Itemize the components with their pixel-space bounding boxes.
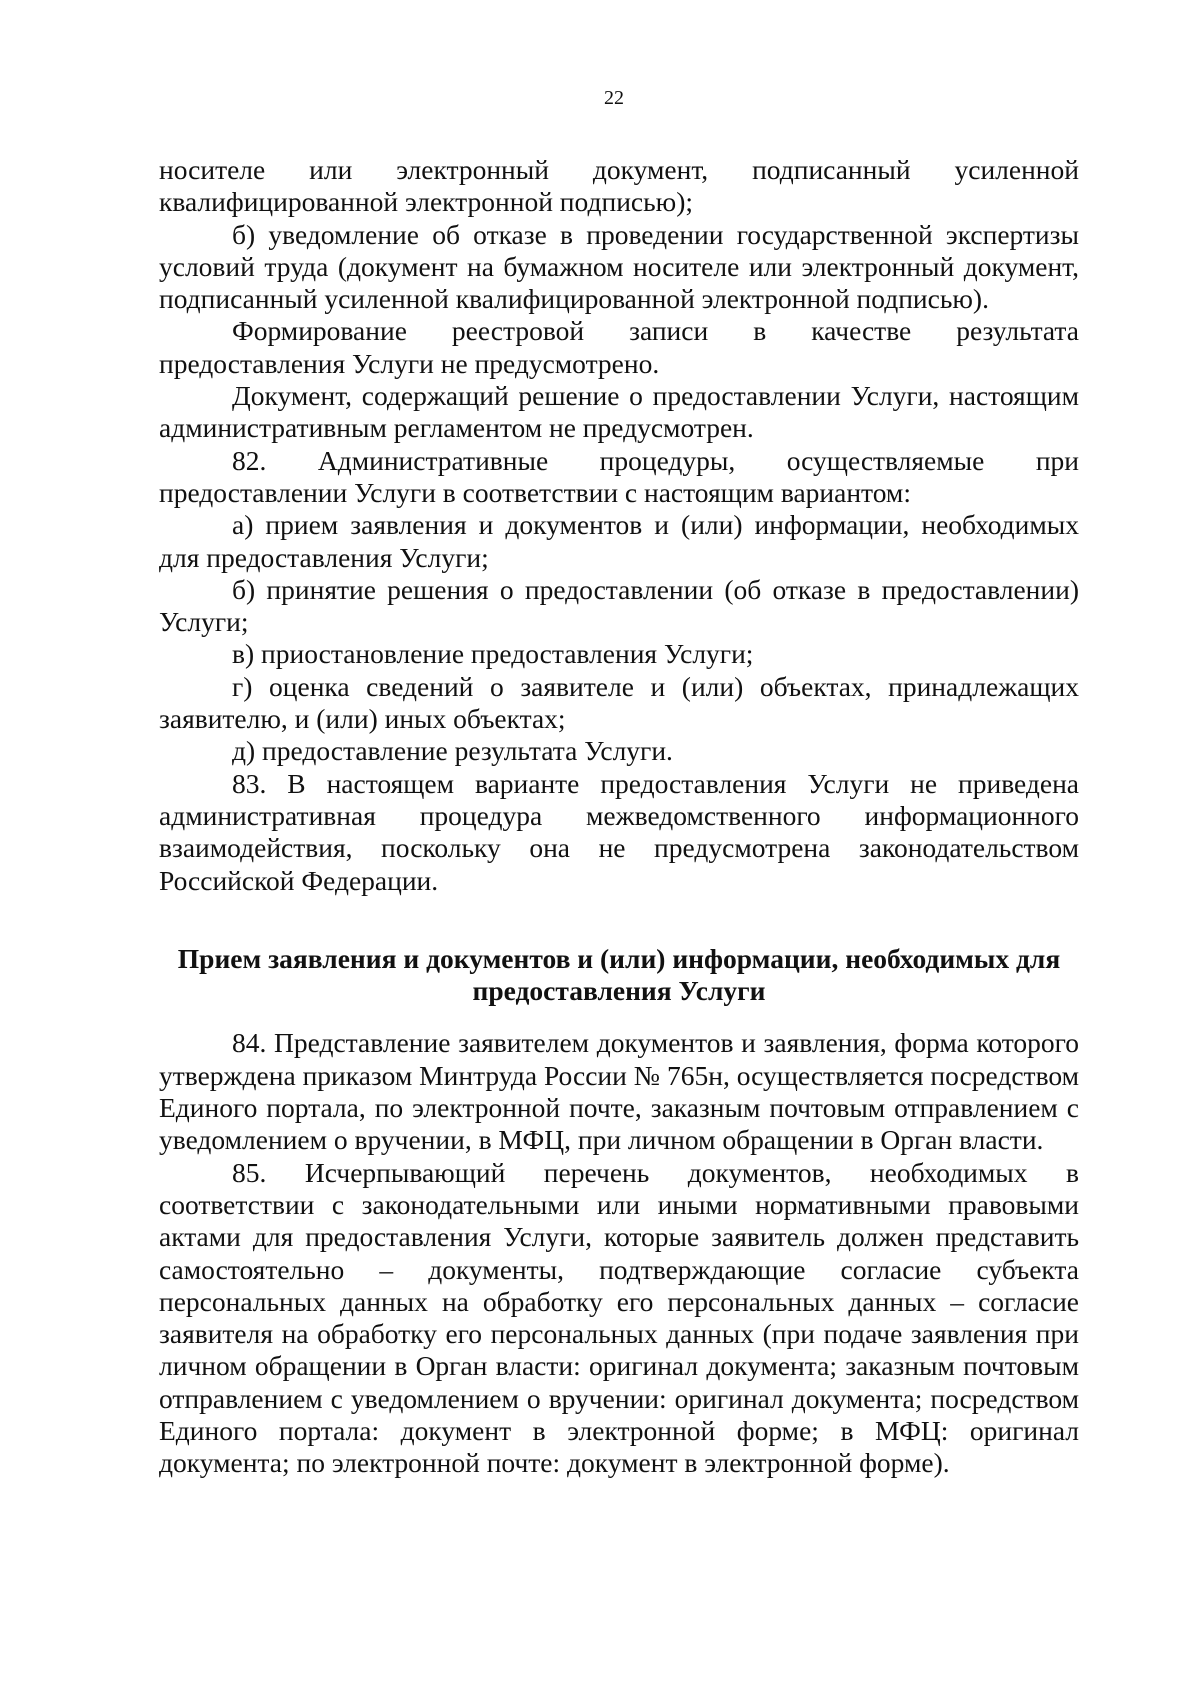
paragraph-85: 85. Исчерпывающий перечень документов, необходимых в соответствии с законодательными или иными нормативными правовыми актами для предоставления Услуги, которые заявитель должен представить самостоятельно – документы, подтверждающие согласие субъекта персональных данных на обработку его персональных данных – согласие заявителя на обработку его персональных данных (при подаче заявления при личном обращении в Орган власти: оригинал документа; заказным почтовым отправлением с уведомлением о вручении: оригинал документа; посредством Единого портала: документ в электронной форме; в МФЦ: оригинал документа; по электронной почте: документ в электронной форме). <box>159 1156 1079 1479</box>
document-body <box>159 154 1079 1480</box>
paragraph-82-d: д) предоставление результата Услуги. <box>232 735 673 767</box>
paragraph-84: 84. Представление заявителем документов и заявления, форма которого утверждена приказом Минтруда России № 765н, осуществляется посредством Единого портала, по электронной почте, заказным почтовым отправлением с уведомлением о вручении, в МФЦ, при личном обращении в Орган власти. <box>159 1027 1079 1156</box>
paragraph-82-b: б) принятие решения о предоставлении (об отказе в предоставлении) Услуги; <box>159 573 1079 638</box>
paragraph-decision-document: Документ, содержащий решение о предоставлении Услуги, настоящим административным регламентом не предусмотрен. <box>159 380 1079 444</box>
paragraph-82: 82. Административные процедуры, осуществляемые при предоставлении Услуги в соответствии с настоящим вариантом: <box>159 444 1079 508</box>
page-number: 22 <box>604 87 624 109</box>
section-heading: Прием заявления и документов и (или) информации, необходимых для предоставления Услуги <box>177 942 1061 1007</box>
paragraph-82-v: в) приостановление предоставления Услуги; <box>232 638 754 670</box>
paragraph-registry-record: Формирование реестровой записи в качестве результата предоставления Услуги не предусмотрено. <box>159 315 1079 379</box>
paragraph-83: 83. В настоящем варианте предоставления Услуги не приведена административная процедура межведомственного информационного взаимодействия, поскольку она не предусмотрена законодательством Российской Федерации. <box>159 767 1079 896</box>
paragraph-82-a: а) прием заявления и документов и (или) информации, необходимых для предоставления Услуги; <box>159 509 1079 573</box>
paragraph-82-g: г) оценка сведений о заявителе и (или) объектах, принадлежащих заявителю, и (или) иных объектах; <box>159 670 1079 735</box>
paragraph-continuation: носителе или электронный документ, подписанный усиленной квалифицированной электронной подписью); <box>159 154 1079 218</box>
paragraph-item-b-notice: б) уведомление об отказе в проведении государственной экспертизы условий труда (документ на бумажном носителе или электронный документ, подписанный усиленной квалифицированной электронной подписью). <box>159 218 1079 315</box>
